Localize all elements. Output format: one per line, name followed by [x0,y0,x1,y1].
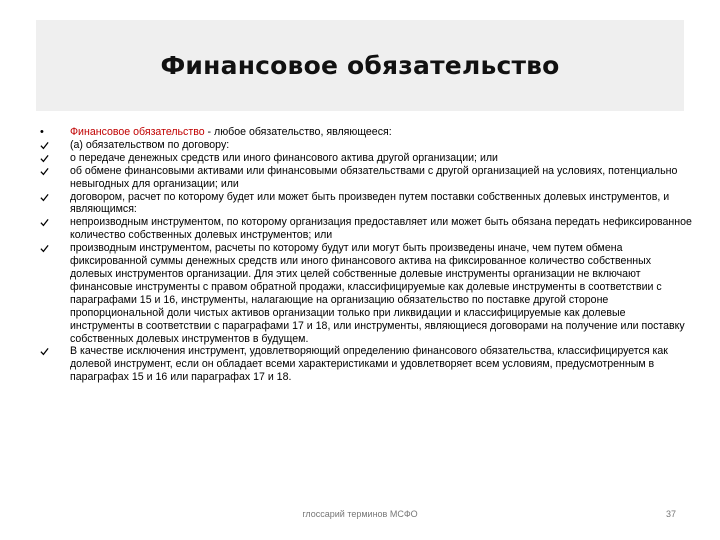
check-mark-icon [40,216,70,227]
list-item [40,345,692,384]
check-mark-icon [40,191,70,202]
check-mark-icon [40,165,70,176]
list-item [40,242,692,345]
term-highlight: Финансовое обязательство [70,126,205,138]
check-mark-icon [40,139,70,150]
item-text: непроизводным инструментом, по которому организация предоставляет или может быть обязана передать нефиксированное количество собственных долевых инструментов; или [70,216,692,242]
footer-caption: глоссарий терминов МСФО [302,509,418,519]
list-item [40,191,692,217]
list-item [40,152,692,165]
item-text: об обмене финансовыми активами или финансовыми обязательствами с другой организацией на условиях, потенциально невыгодных для организации; или [70,164,678,190]
list-item [40,216,692,242]
check-mark-icon [40,345,70,356]
bullet-list [40,126,692,384]
slide-title: Финансовое обязательство [160,51,560,80]
check-mark-icon [40,242,70,253]
item-text: В качестве исключения инструмент, удовлетворяющий определению финансового обязательства, классифицируется как долевой инструмент, если он обладает всеми характеристиками и удовлетворяет всем условиям, предусмотренным в параграфах 15 и 16 или параграфах 17 и 18. [70,345,668,384]
bullet-dot-icon: • [40,126,44,138]
item-text [70,126,692,139]
item-text: производным инструментом, расчеты по которому будут или могут быть произведены иначе, чем путем обмена фиксированной суммы денежных средств или иного финансового актива на фиксированное количество собственных долевых инструментов организации. Для этих целей собственные долевые инструменты организации не включают финансовые инструменты с правом обратной продажи, классифицируемые как долевые инструменты в соответствии с параграфами 15 и 16, инструменты, налагающие на организацию обязательство по поставке другой стороне пропорциональной доли чистых активов организации только при ликвидации и классифицируемые как долевые инструменты в соответствии с параграфами 17 и 18, или инструменты, являющиеся договорами на получение или поставку собственных долевых инструментов в будущем. [70,242,685,345]
list-item [40,165,692,191]
list-item [40,139,692,152]
list-item [40,126,692,139]
term-definition: - любое обязательство, являющееся: [204,126,392,138]
check-mark-icon [40,152,70,163]
item-text: (а) обязательством по договору: [70,138,230,151]
item-text: договором, расчет по которому будет или может быть произведен путем поставки собственных долевых инструментов, и являющимся: [70,190,670,216]
title-band [36,20,684,111]
item-text: о передаче денежных средств или иного финансового актива другой организации; или [70,151,498,164]
page-number: 37 [665,509,676,519]
